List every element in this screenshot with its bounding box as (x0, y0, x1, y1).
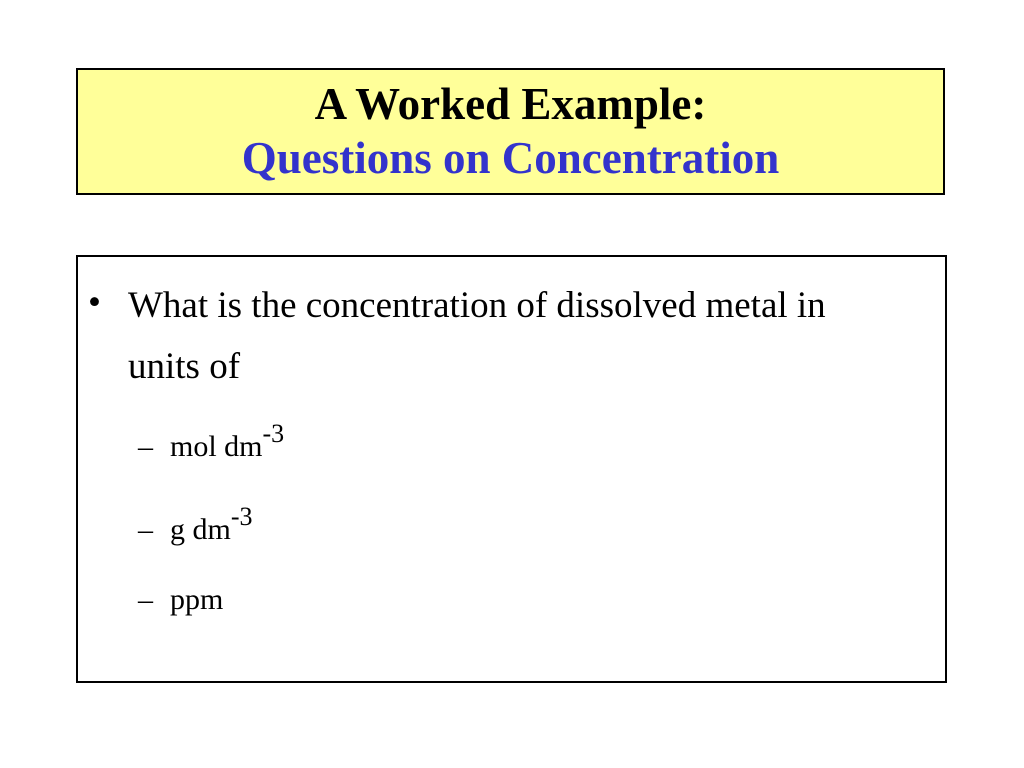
slide-subtitle: Questions on Concentration (241, 133, 780, 183)
slide-title: A Worked Example: (314, 79, 707, 129)
unit-item-mol-dm (138, 419, 285, 466)
title-box (76, 68, 945, 195)
unit-base: g dm (170, 513, 231, 546)
unit-item-g-dm (138, 502, 253, 549)
unit-base: ppm (170, 583, 224, 616)
content-box (76, 255, 947, 683)
dash-icon: – (138, 513, 153, 546)
unit-item-ppm (138, 582, 223, 618)
unit-base: mol dm (170, 430, 263, 463)
unit-exponent: -3 (230, 502, 253, 531)
dash-icon: – (138, 430, 153, 463)
dash-icon: – (138, 583, 153, 616)
bullet-icon: • (88, 282, 101, 323)
unit-exponent: -3 (262, 419, 285, 448)
question-text: What is the concentration of dissolved metal in units of (128, 285, 826, 387)
